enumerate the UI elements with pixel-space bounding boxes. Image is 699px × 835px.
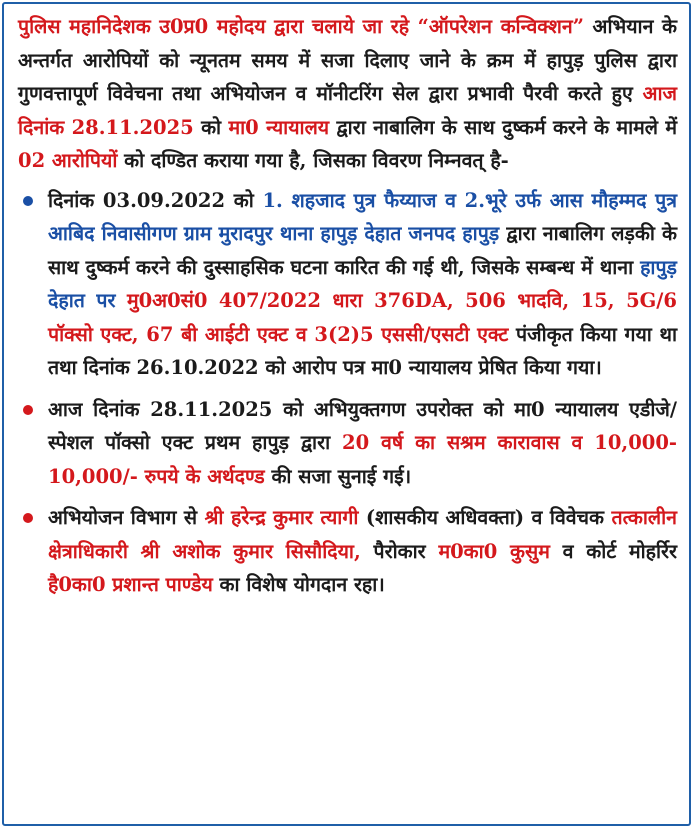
accused-names: 1. शहजाद पुत्र फैय्याज व 2.भूरे उर्फ आस मौहम्मद पुत्र आबिद निवासीगण ग्राम मुरादपुर थाना हापुड़ देहात जनपद हापुड़: [48, 188, 677, 245]
contributors-text-part: (शासकीय अधिवक्ता) व विवेचक: [358, 506, 612, 529]
police-station: हापुड़ देहात पर: [48, 255, 677, 312]
bullet-dot-icon: [23, 196, 33, 206]
bullet-dot-icon: [23, 405, 33, 415]
intro-text: को: [193, 115, 229, 139]
list-item-incident: [18, 184, 677, 385]
contributors-text: [48, 501, 677, 602]
operation-title: पुलिस महानिदेशक उ0प्र0 महोदय द्वारा चलाये जा रहे “ऑपरेशन कन्विक्शन”: [18, 15, 584, 38]
intro-text: को दण्डित कराया गया है, जिसका विवरण निम्नवत् है-: [117, 149, 509, 172]
pairokar-name: म0का0 कुसुम: [438, 539, 550, 563]
contributors-end: का विशेष योगदान रहा।: [212, 573, 385, 596]
incident-date: दिनांक 03.09.2022 को: [48, 188, 263, 212]
intro-text: द्वारा नाबालिग के साथ दुष्कर्म करने के मामले में: [329, 115, 678, 139]
court-name: मा0 न्यायालय: [228, 115, 330, 139]
bullet-dot-icon: [23, 513, 33, 523]
sentence-text: [48, 393, 677, 494]
list-item-contributors: [18, 501, 677, 602]
sentence-end: की सजा सुनाई गई।: [264, 464, 412, 488]
details-list: [18, 184, 677, 602]
case-sections: मु0अ0सं0 407/2022 धारा 376DA, 506 भादवि, 15, 5G/6 पॉक्सो एक्ट, 67 बी आईटी एक्ट व 3(2)5 एससी/एसटी एक्ट: [48, 289, 677, 346]
sentence-intro: आज दिनांक 28.11.2025 को अभियुक्तगण उपरोक्त को मा0 न्यायालय एडीजे/स्पेशल पॉक्सो एक्ट प्रथम हापुड़ द्वारा: [48, 397, 677, 454]
contributors-text-part: पैरोकार: [360, 539, 439, 563]
intro-text: अभियान के अन्तर्गत आरोपियों को न्यूनतम समय में सजा दिलाए जाने के क्रम में हापुड़ पुलिस द्वारा गुणवत्तापूर्ण विवेचना तथा अभियोजन व मॉनीटरिंग सेल द्वारा प्रभावी पैरवी करते हुए: [18, 15, 677, 105]
contributors-intro: अभियोजन विभाग से: [48, 506, 205, 529]
investigator-name: तत्कालीन क्षेत्राधिकारी श्री अशोक कुमार सिसौदिया,: [48, 506, 678, 563]
accused-count: 02 आरोपियों: [18, 149, 118, 172]
contributors-text-part: व कोर्ट मोहर्रिर: [549, 539, 678, 563]
sentence-penalty: 20 वर्ष का सश्रम कारावास व 10,000-10,000/- रुपये के अर्थदण्ड: [48, 431, 677, 488]
incident-text: [48, 184, 677, 385]
press-note-panel: [2, 2, 691, 826]
court-moharrir-name: है0का0 प्रशान्त पाण्डेय: [48, 573, 213, 596]
verdict-date: आज दिनांक 28.11.2025: [18, 82, 677, 139]
chargesheet-text: पंजीकृत किया गया था तथा दिनांक 26.10.2022 को आरोप पत्र मा0 न्यायालय प्रेषित किया गया।: [48, 322, 677, 379]
incident-description: द्वारा नाबालिग लड़की के साथ दुष्कर्म करने की दुस्साहसिक घटना कारित की गई थी, जिसके सम्बन्ध में थाना: [48, 222, 677, 279]
list-item-sentence: [18, 393, 677, 494]
prosecutor-name: श्री हरेन्द्र कुमार त्यागी: [204, 506, 359, 529]
intro-paragraph: [18, 10, 677, 178]
